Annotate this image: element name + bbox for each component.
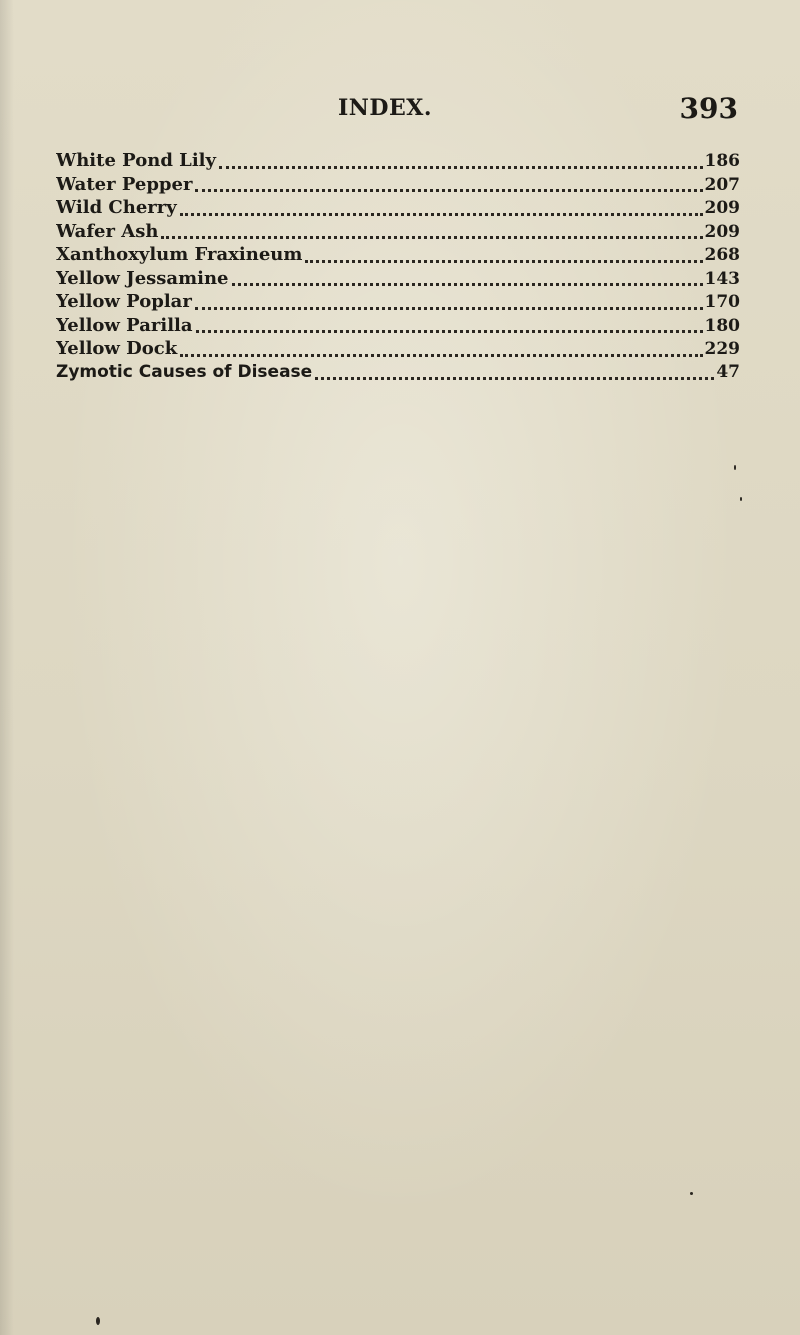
dot-leader [196,330,703,333]
entry-name: Yellow Dock [56,338,178,359]
index-entries-list [56,150,740,385]
entry-page: 268 [704,245,740,265]
ink-speck [734,465,736,470]
index-entry [56,221,740,245]
index-entry [56,338,740,362]
dot-leader [232,283,703,286]
index-heading: INDEX. [338,95,432,121]
dot-leader [195,307,703,310]
dot-leader [219,166,703,169]
index-entry [56,315,740,339]
entry-name: Wild Cherry [56,197,177,218]
entry-name: Xanthoxylum Fraxineum [56,244,303,265]
ink-speck [690,1192,693,1195]
dot-leader [305,260,702,263]
ink-speck [740,497,742,501]
page-gutter-shadow [0,0,14,1335]
entry-page: 170 [704,292,740,312]
entry-name: White Pond Lily [56,150,216,171]
entry-name: Yellow Parilla [56,314,193,336]
entry-page: 186 [704,151,740,171]
entry-page: 209 [704,198,740,218]
index-entry [56,174,740,198]
running-head [338,93,738,129]
entry-name: Water Pepper [56,173,193,195]
ink-speck [96,1317,100,1325]
dot-leader [195,189,702,192]
entry-name: Wafer Ash [56,220,159,242]
entry-page: 180 [704,315,740,336]
page-number: 393 [679,92,738,125]
index-entry [56,197,740,221]
entry-page: 207 [704,174,740,195]
entry-name: Zymotic Causes of Disease [56,361,313,382]
index-entry [56,268,740,292]
index-entry [56,362,740,386]
entry-page: 143 [704,268,740,289]
entry-name: Yellow Poplar [56,291,192,312]
entry-page: 229 [704,339,740,359]
entry-page: 209 [704,221,740,242]
index-entry [56,291,740,315]
dot-leader [180,354,702,357]
dot-leader [161,236,702,239]
dot-leader [180,213,703,216]
dot-leader [315,377,714,380]
entry-page: 47 [716,361,740,382]
index-entry [56,150,740,174]
entry-name: Yellow Jessamine [56,267,229,289]
index-entry [56,244,740,268]
